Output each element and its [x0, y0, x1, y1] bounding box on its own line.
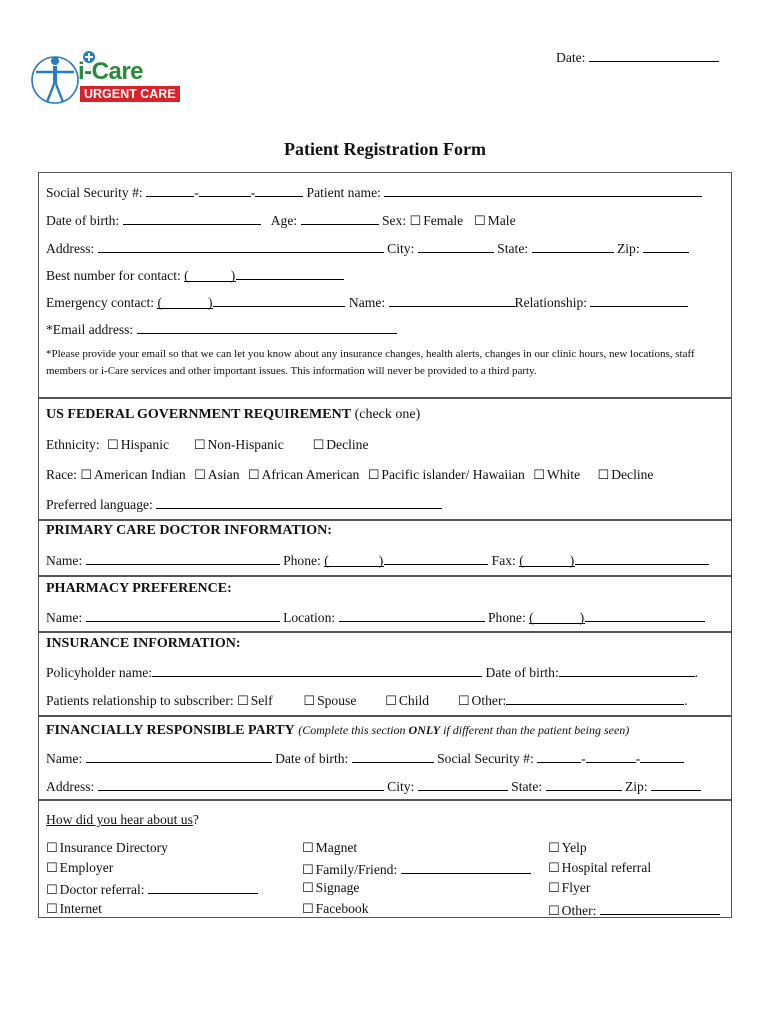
sex-female-label: Female	[423, 213, 464, 228]
subscriber-spouse-checkbox[interactable]	[303, 693, 317, 708]
financial-dob-label: Date of birth:	[275, 751, 349, 766]
ssn-label: Social Security #:	[46, 185, 143, 200]
hear-other[interactable]: ☐ Other:	[548, 901, 720, 919]
financial-address-label: Address:	[46, 779, 95, 794]
hear-question-text: How did you hear about us	[46, 812, 193, 827]
city-label: City:	[387, 241, 415, 256]
pcp-phone-label: Phone:	[283, 553, 321, 568]
insurance-title: INSURANCE INFORMATION:	[46, 636, 241, 651]
pcp-name-label: Name:	[46, 553, 83, 568]
financial-city-label: City:	[387, 779, 415, 794]
federal-title-rest: (check one)	[354, 407, 421, 422]
date-label: Date:	[556, 50, 586, 65]
subscriber-relationship-row: Patients relationship to subscriber: ☐ Self ☐ Spouse ☐ Child ☐ Other: .	[46, 691, 688, 710]
hear-insurance-directory[interactable]: ☐ Insurance Directory	[46, 840, 168, 856]
financial-name-label: Name:	[46, 751, 83, 766]
city-field[interactable]	[418, 239, 494, 253]
financial-note-2: if different than the patient being seen)	[443, 723, 630, 737]
ethnicity-decline-label: Decline	[326, 437, 369, 452]
age-field[interactable]	[301, 211, 379, 225]
ethnicity-non-hispanic-label: Non-Hispanic	[207, 437, 284, 452]
date-field[interactable]	[556, 48, 719, 66]
relationship-label: Relationship:	[514, 295, 588, 310]
sex-label: Sex:	[381, 213, 407, 228]
language-label: Preferred language:	[46, 497, 153, 512]
hear-signage[interactable]: ☐ Signage	[302, 880, 359, 896]
ssn-row: Social Security #: - - Patient name:	[46, 183, 702, 201]
race-american-indian-checkbox[interactable]	[80, 467, 94, 482]
subscriber-other-field[interactable]	[506, 691, 684, 705]
hear-hospital-referral[interactable]: ☐ Hospital referral	[548, 860, 651, 876]
logo-brand: i-Care	[78, 58, 144, 85]
race-african-american-checkbox[interactable]	[248, 467, 262, 482]
email-row	[46, 320, 397, 338]
pcp-fax-field[interactable]	[575, 551, 709, 565]
race-decline-checkbox[interactable]	[598, 467, 612, 482]
race-white-checkbox[interactable]	[533, 467, 547, 482]
best-number-label: Best number for contact:	[46, 268, 181, 283]
sex-female-checkbox[interactable]	[410, 213, 424, 228]
ethnicity-decline-checkbox[interactable]	[313, 437, 327, 452]
policyholder-row: Policyholder name: Date of birth: .	[46, 665, 699, 680]
financial-dob-field[interactable]	[352, 749, 434, 763]
financial-title	[46, 722, 629, 739]
ssn-field-2[interactable]	[199, 183, 251, 197]
race-decline-label: Decline	[611, 467, 654, 482]
pcp-fax-area-code[interactable]: ( )	[519, 553, 575, 568]
subscriber-self-label: Self	[250, 693, 273, 708]
state-field[interactable]	[532, 239, 614, 253]
subscriber-relationship-label: Patients relationship to subscriber:	[46, 693, 234, 708]
financial-zip-field[interactable]	[651, 777, 701, 791]
pcp-name-field[interactable]	[86, 551, 280, 565]
race-american-indian-label: American Indian	[94, 467, 186, 482]
ssn-field-3[interactable]	[255, 183, 303, 197]
dob-field[interactable]	[123, 211, 261, 225]
ethnicity-label: Ethnicity:	[46, 437, 100, 452]
pcp-phone-area-code[interactable]: ( )	[324, 553, 384, 568]
emergency-label: Emergency contact:	[46, 295, 155, 310]
subscriber-other-checkbox[interactable]	[458, 693, 472, 708]
race-african-american-label: African American	[261, 467, 360, 482]
email-note: *Please provide your email so that we can let you know about any insurance changes, health alerts, changes in our clinic hours, new locations, staff members or i-Care services and other important issues. This information will never be provided to a third party.	[46, 348, 695, 377]
address-field[interactable]	[98, 239, 384, 253]
financial-name-field[interactable]	[86, 749, 272, 763]
zip-label: Zip:	[616, 241, 640, 256]
age-label: Age:	[270, 213, 298, 228]
hear-family-friend[interactable]: ☐ Family/Friend:	[302, 860, 531, 878]
address-row	[46, 239, 689, 257]
emergency-name-label: Name:	[348, 295, 386, 310]
financial-note-only: ONLY	[408, 723, 441, 737]
race-white-label: White	[546, 467, 581, 482]
ethnicity-hispanic-label: Hispanic	[120, 437, 170, 452]
race-row	[46, 467, 653, 484]
financial-ssn-field-1[interactable]	[537, 749, 581, 763]
relationship-field[interactable]	[590, 293, 688, 307]
dob-row	[46, 211, 516, 230]
race-asian-checkbox[interactable]	[194, 467, 208, 482]
financial-state-field[interactable]	[546, 777, 622, 791]
hear-facebook[interactable]: ☐ Facebook	[302, 901, 369, 917]
financial-ssn-label: Social Security #:	[437, 751, 534, 766]
subscriber-self-checkbox[interactable]	[237, 693, 251, 708]
language-field[interactable]	[156, 495, 442, 509]
pharmacy-name-label: Name:	[46, 610, 83, 625]
hear-question	[46, 812, 199, 828]
pcp-row	[46, 551, 709, 569]
ethnicity-non-hispanic-checkbox[interactable]	[194, 437, 208, 452]
ethnicity-row	[46, 437, 369, 454]
federal-title-bold: US FEDERAL GOVERNMENT REQUIREMENT	[46, 407, 352, 422]
email-field[interactable]	[137, 320, 397, 334]
financial-city-field[interactable]	[418, 777, 508, 791]
pcp-title: PRIMARY CARE DOCTOR INFORMATION:	[46, 523, 332, 538]
emergency-row	[46, 293, 688, 311]
hear-flyer[interactable]: ☐ Flyer	[548, 880, 590, 896]
financial-ssn-field-2[interactable]	[586, 749, 636, 763]
patient-name-label: Patient name:	[306, 185, 381, 200]
language-row	[46, 495, 442, 513]
logo-subtitle: URGENT CARE	[80, 86, 180, 102]
address-label: Address:	[46, 241, 95, 256]
ethnicity-hispanic-checkbox[interactable]	[107, 437, 121, 452]
race-asian-label: Asian	[207, 467, 240, 482]
hear-magnet[interactable]: ☐ Magnet	[302, 840, 357, 856]
best-number-field[interactable]	[236, 266, 344, 280]
emergency-name-field[interactable]	[389, 293, 515, 307]
hear-internet[interactable]: ☐ Internet	[46, 901, 102, 917]
hear-yelp[interactable]: ☐ Yelp	[548, 840, 587, 856]
sex-male-checkbox[interactable]	[474, 213, 488, 228]
emergency-phone-field[interactable]	[213, 293, 345, 307]
race-pacific-islander-checkbox[interactable]	[368, 467, 382, 482]
pcp-phone-field[interactable]	[384, 551, 488, 565]
zip-field[interactable]	[643, 239, 689, 253]
financial-ssn-field-3[interactable]	[640, 749, 684, 763]
best-number-area-code[interactable]: ( )	[184, 268, 236, 283]
subscriber-child-checkbox[interactable]	[385, 693, 399, 708]
financial-state-label: State:	[511, 779, 543, 794]
pharmacy-phone-area-code[interactable]: ( )	[529, 610, 585, 625]
financial-address-row	[46, 777, 701, 795]
pharmacy-location-field[interactable]	[339, 608, 485, 622]
subscriber-child-label: Child	[398, 693, 430, 708]
ssn-field-1[interactable]	[146, 183, 194, 197]
hear-question-mark: ?	[192, 812, 199, 827]
pharmacy-phone-field[interactable]	[585, 608, 705, 622]
policyholder-field[interactable]	[152, 663, 482, 677]
sex-male-label: Male	[487, 213, 516, 228]
subscriber-other-label: Other:	[471, 693, 507, 708]
state-label: State:	[497, 241, 529, 256]
pharmacy-title: PHARMACY PREFERENCE:	[46, 581, 232, 596]
subscriber-spouse-label: Spouse	[317, 693, 357, 708]
race-label: Race:	[46, 467, 77, 482]
patient-name-field[interactable]	[384, 183, 702, 197]
policyholder-label: Policyholder name:	[46, 665, 153, 680]
best-number-row	[46, 266, 344, 284]
email-label: *Email address:	[46, 322, 134, 337]
financial-name-row: Name: Date of birth: Social Security #: - -	[46, 749, 684, 767]
financial-note-1: (Complete this section	[298, 723, 406, 737]
pharmacy-name-field[interactable]	[86, 608, 280, 622]
financial-address-field[interactable]	[98, 777, 384, 791]
pharmacy-row	[46, 608, 705, 626]
pharmacy-phone-label: Phone:	[487, 610, 526, 625]
hear-doctor-referral[interactable]: ☐ Doctor referral:	[46, 880, 258, 898]
vitruvian-man-icon	[30, 48, 80, 108]
dob-label: Date of birth:	[46, 213, 120, 228]
financial-title-bold: FINANCIALLY RESPONSIBLE PARTY	[46, 723, 295, 738]
race-pacific-islander-label: Pacific islander/ Hawaiian	[381, 467, 525, 482]
insurance-dob-field[interactable]	[559, 663, 695, 677]
federal-title	[46, 407, 420, 423]
pcp-fax-label: Fax:	[491, 553, 516, 568]
financial-zip-label: Zip:	[624, 779, 648, 794]
emergency-area-code[interactable]: ( )	[157, 295, 213, 310]
hear-employer[interactable]: ☐ Employer	[46, 860, 113, 876]
insurance-dob-label: Date of birth:	[485, 665, 559, 680]
logo	[30, 48, 220, 110]
page-title: Patient Registration Form	[284, 139, 486, 159]
pharmacy-location-label: Location:	[283, 610, 336, 625]
